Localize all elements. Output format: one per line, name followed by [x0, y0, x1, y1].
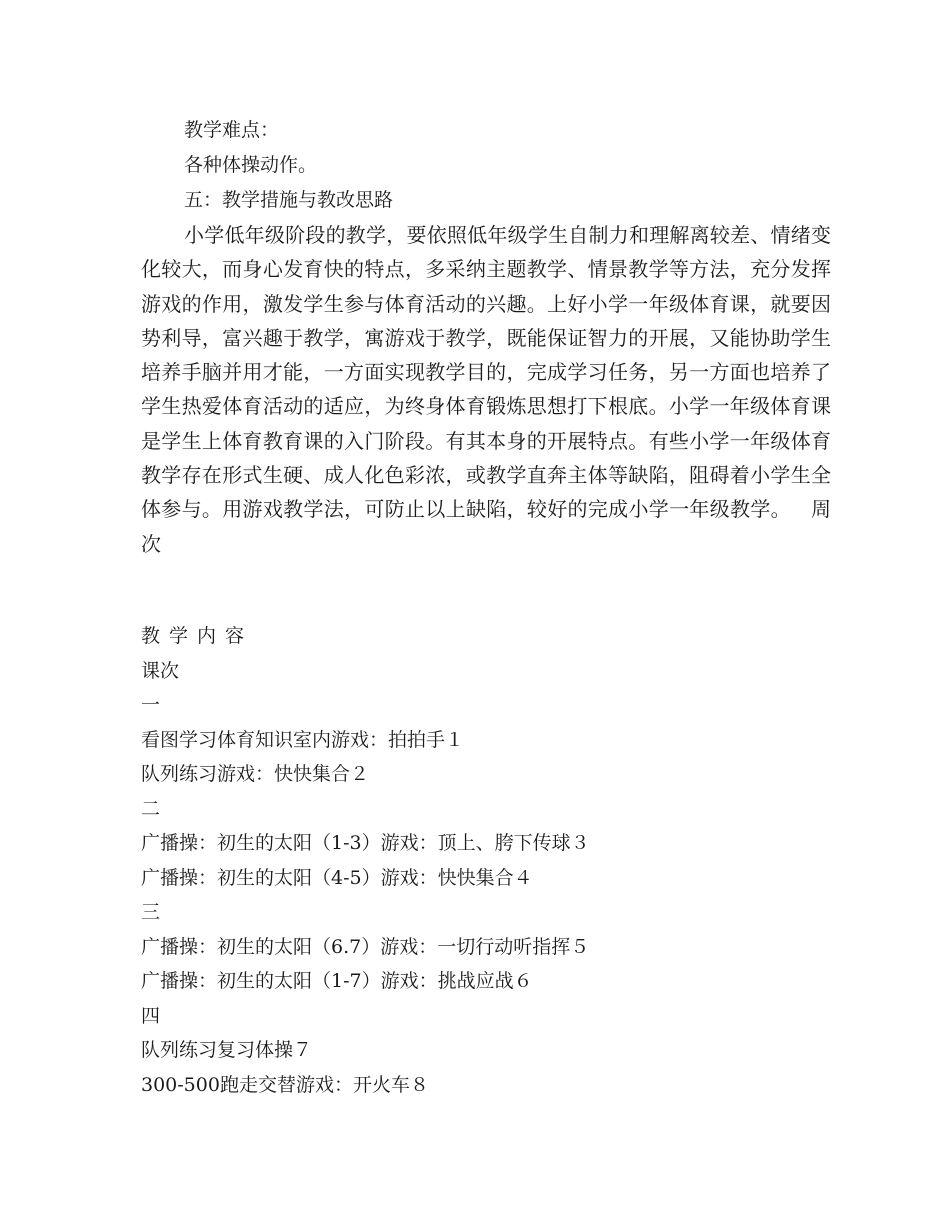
list-item: 广播操：初生的太阳（1-3）游戏：顶上、胯下传球３ — [141, 832, 590, 854]
list-item: 300-500跑走交替游戏：开火车８ — [141, 1073, 429, 1096]
list-item: 广播操：初生的太阳（1-7）游戏：挑战应战６ — [141, 970, 533, 992]
paragraph-tail: 周次 — [141, 497, 831, 556]
section-heading: 五：教学措施与教改思路 — [184, 189, 394, 211]
list-item: 课次 — [141, 659, 180, 682]
list-item: 看图学习体育知识室内游戏：拍拍手１ — [141, 728, 465, 751]
body-paragraph — [141, 218, 831, 561]
list-item: 二 — [141, 797, 161, 820]
list-item: 队列练习复习体操７ — [141, 1039, 313, 1061]
schedule-list — [141, 619, 590, 1102]
list-item: 队列练习游戏：快快集合２ — [141, 763, 370, 785]
list-item: 四 — [141, 1004, 161, 1027]
list-item: 一 — [141, 694, 161, 716]
list-item: 教学内容 — [141, 625, 254, 647]
difficulty-text: 各种体操动作。 — [184, 154, 318, 176]
paragraph-text: 小学低年级阶段的教学，要依照低年级学生自制力和理解离较差、情绪变化较大，而身心发育快的特点，多采纳主题教学、情景教学等方法，充分发挥游戏的作用，激发学生参与体育活动的兴趣。上好小学一年级体育课，就要因势利导，富兴趣于教学，寓游戏于教学，既能保证智力的开展，又能协助学生培养手脑并用才能，一方面实现教学目的，完成学习任务，另一方面也培养了学生热爱体育活动的适应，为终身体育锻炼思想打下根底。小学一年级体育课是学生上体育教育课的入门阶段。有其本身的开展特点。有些小学一年级体育教学存在形式生硬、成人化色彩浓，或教学直奔主体等缺陷，阻碍着小学生全体参与。用游戏教学法，可防止以上缺陷，较好的完成小学一年级教学。 — [141, 223, 831, 522]
list-item: 广播操：初生的太阳（4-5）游戏：快快集合４ — [141, 866, 533, 889]
difficulty-heading: 教学难点： — [184, 119, 280, 141]
list-item: 广播操：初生的太阳（6.7）游戏：一切行动听指挥５ — [141, 935, 590, 958]
list-item: 三 — [141, 901, 161, 923]
